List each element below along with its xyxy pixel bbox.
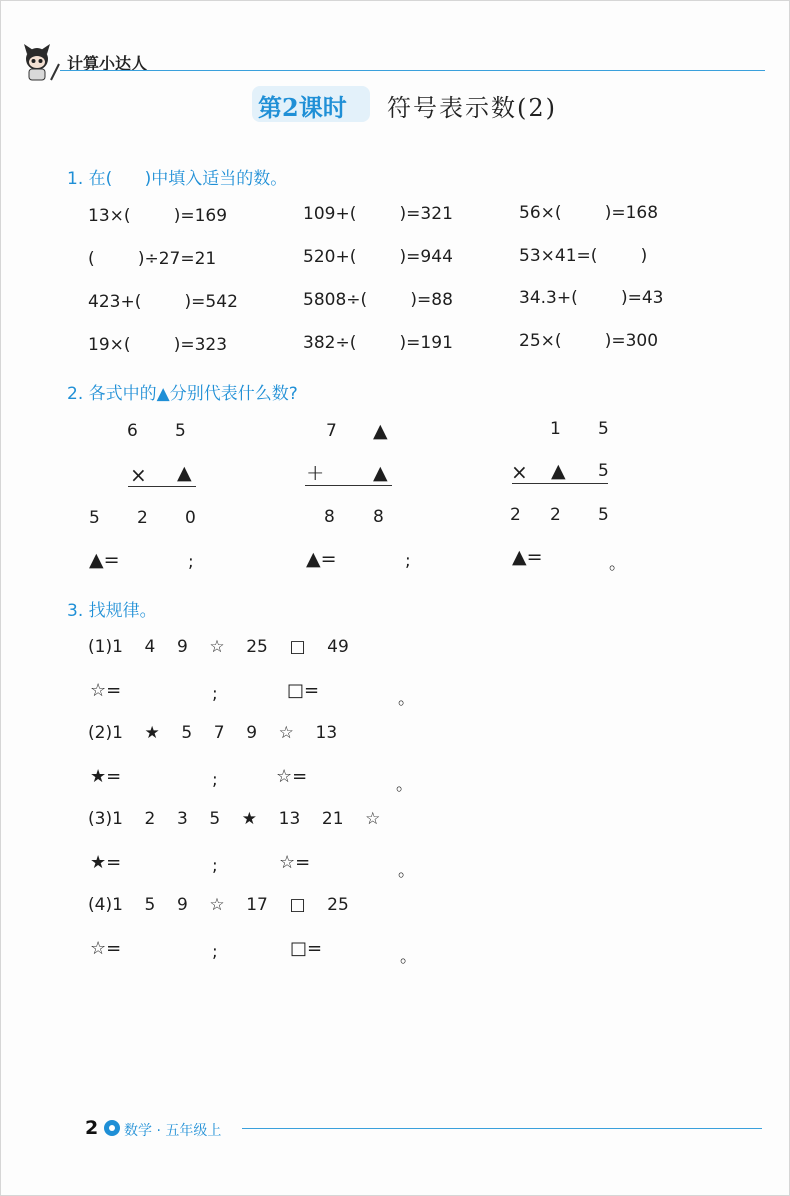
separator: ; <box>188 552 194 572</box>
digit: 0 <box>185 508 196 528</box>
times-sign: × <box>130 463 147 487</box>
equation: ( )÷27=21 <box>88 249 217 269</box>
separator: 。 <box>609 554 626 574</box>
times-sign: × <box>511 460 528 484</box>
pattern-sequence: (2)1 ★ 5 7 9 ☆ 13 <box>88 723 338 743</box>
answer-label: ★= <box>90 852 122 873</box>
digit: 5 <box>598 461 609 481</box>
separator: 。 <box>396 775 413 795</box>
section3-heading: 3. 找规律。 <box>67 601 157 621</box>
answer-label: ☆= <box>279 852 311 873</box>
answer-label: ▲= <box>89 549 120 571</box>
digit: 2 <box>550 505 561 525</box>
bullet-icon <box>104 1120 120 1136</box>
section2-heading: 2. 各式中的▲分别代表什么数? <box>67 384 298 404</box>
equation: 5808÷( )=88 <box>303 290 453 310</box>
footer-book-info: 数学 · 五年级上 <box>124 1123 222 1139</box>
equation: 56×( )=168 <box>519 203 659 223</box>
triangle-symbol: ▲ <box>177 462 192 484</box>
page-number: 2 <box>85 1117 99 1139</box>
separator: ; <box>212 770 218 790</box>
equation: 13×( )=169 <box>88 206 228 226</box>
separator: ; <box>212 684 218 704</box>
mascot-logo <box>18 42 62 82</box>
equation: 25×( )=300 <box>519 331 659 351</box>
digit: 5 <box>598 505 609 525</box>
equation: 53×41=( ) <box>519 246 648 266</box>
answer-label: ☆= <box>90 938 122 959</box>
triangle-symbol: ▲ <box>373 420 388 442</box>
answer-label: □= <box>287 680 320 701</box>
equation: 520+( )=944 <box>303 247 453 267</box>
pattern-sequence: (1)1 4 9 ☆ 25 □ 49 <box>88 637 349 657</box>
answer-label: □= <box>290 938 323 959</box>
lesson-number: 第2课时 <box>258 93 347 122</box>
digit: 8 <box>324 507 335 527</box>
plus-sign: + <box>306 461 325 486</box>
series-title: 计算小达人 <box>67 54 148 73</box>
equation: 34.3+( )=43 <box>519 288 664 308</box>
answer-label: ☆= <box>90 680 122 701</box>
answer-label: ★= <box>90 766 122 787</box>
equation: 19×( )=323 <box>88 335 228 355</box>
section1-heading: 1. 在( )中填入适当的数。 <box>67 169 288 189</box>
digit: 6 <box>127 421 138 441</box>
separator: 。 <box>398 861 415 881</box>
separator: 。 <box>400 947 417 967</box>
footer-rule <box>242 1128 762 1129</box>
digit: 1 <box>550 419 561 439</box>
digit: 5 <box>598 419 609 439</box>
lesson-title: 符号表示数(2) <box>387 94 557 122</box>
answer-label: ▲= <box>306 548 337 570</box>
answer-label: ▲= <box>512 546 543 568</box>
equation: 423+( )=542 <box>88 292 238 312</box>
digit: 7 <box>326 421 337 441</box>
separator: 。 <box>398 689 415 709</box>
sum-line <box>305 485 392 486</box>
digit: 8 <box>373 507 384 527</box>
equation: 382÷( )=191 <box>303 333 453 353</box>
separator: ; <box>212 856 218 876</box>
answer-label: ☆= <box>276 766 308 787</box>
digit: 2 <box>510 505 521 525</box>
digit: 5 <box>89 508 100 528</box>
sum-line <box>512 483 608 484</box>
pattern-sequence: (3)1 2 3 5 ★ 13 21 ☆ <box>88 809 381 829</box>
digit: 2 <box>137 508 148 528</box>
triangle-symbol: ▲ <box>551 460 566 482</box>
separator: ; <box>212 942 218 962</box>
digit: 5 <box>175 421 186 441</box>
equation: 109+( )=321 <box>303 204 453 224</box>
sum-line <box>128 486 196 487</box>
separator: ; <box>405 551 411 571</box>
triangle-symbol: ▲ <box>373 462 388 484</box>
header-rule <box>60 70 765 71</box>
pattern-sequence: (4)1 5 9 ☆ 17 □ 25 <box>88 895 349 915</box>
